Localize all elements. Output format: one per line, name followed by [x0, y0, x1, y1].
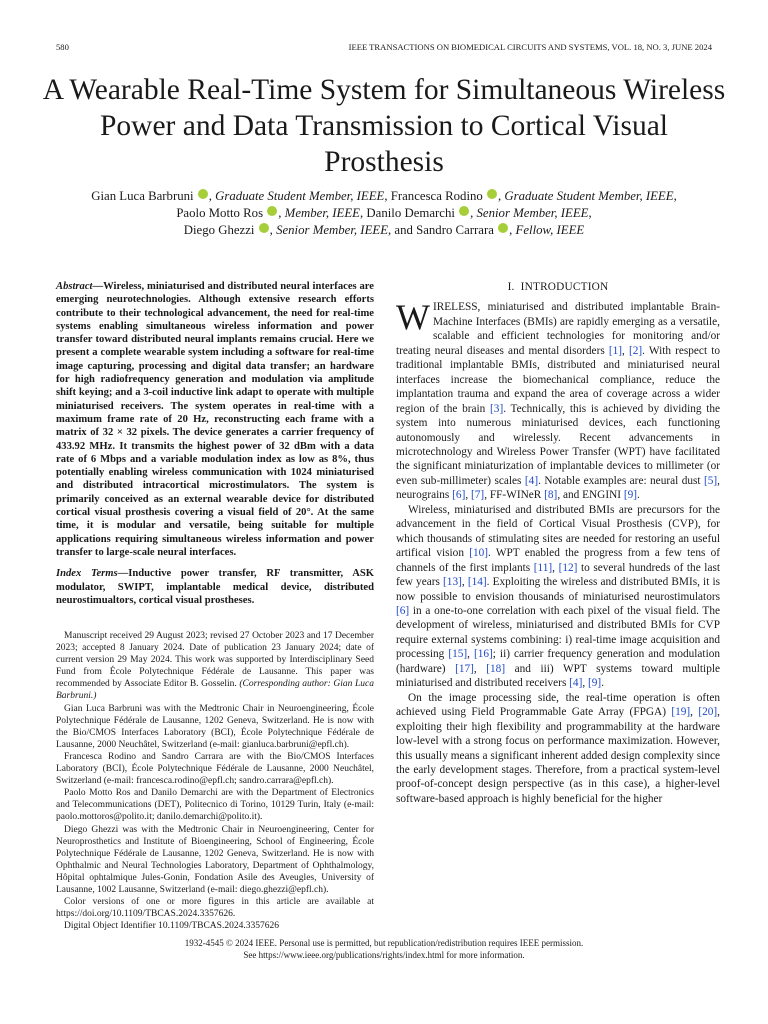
citation-link[interactable]: [14] [467, 576, 487, 589]
intro-text: . Notable examples are: neural dust [538, 474, 704, 487]
author-separator: , [673, 189, 677, 203]
manuscript-footnote [56, 630, 374, 703]
author-separator: , [278, 206, 285, 220]
author-membership: Graduate Student Member, IEEE [215, 189, 385, 203]
intro-text: . Technically, this is achieved by dividing the system into numerous miniaturised devices, each functioning autonomously and wirelessly. Recent advancements in microtechnology and Wireless Power Transfer (WPT) have facilitated the significant miniaturization of implantable devices to millimeter (or even sub-millimeter) scales [396, 402, 720, 487]
citation-link[interactable]: [6] [452, 489, 466, 502]
citation-link[interactable]: [8] [544, 489, 558, 502]
page-number: 580 [56, 42, 69, 52]
corresponding-author: (Corresponding author: Gian Luca Barbruni.) [56, 679, 374, 702]
abstract-label: Abstract [56, 281, 93, 292]
author-name: Diego Ghezzi [183, 223, 255, 237]
intro-paragraph [396, 297, 720, 502]
citation-link[interactable]: [17] [455, 662, 474, 675]
right-column [396, 280, 720, 806]
author-membership: Senior Member, IEEE [476, 206, 589, 220]
affiliation-footnote: Color versions of one or more figures in this article are available at https://doi.org/10.1109/TBCAS.2024.3357626. [56, 897, 374, 920]
intro-text: and iii) WPT systems toward multiple miniaturised and distributed receivers [396, 662, 720, 690]
affiliation-footnote: Gian Luca Barbruni was with the Medtronic Chair in Neuroengineering, École Polytechnique Fédérale de Lausanne, 1202 Geneva, Switzerland. He is now with the Bio/CMOS Interfaces Laboratory (BCI), École Polytechnique Fédérale de Lausanne, 2000 Neuchâtel, Switzerland (e-mail: gianluca.barbruni@epfl.ch). [56, 703, 374, 750]
orcid-icon[interactable] [259, 223, 269, 233]
intro-text: IRELESS, miniaturised and distributed implantable Brain-Machine Interfaces (BMIs) are rapidly emerging as a versatile, scalable and efficient technologies for monitoring and/or treating neural diseases and mental disorders [396, 301, 720, 357]
copyright-line-1: 1932-4545 © 2024 IEEE. Personal use is permitted, but republication/redistribution requires IEEE permission. [184, 938, 584, 948]
index-terms-label: Index Terms [56, 568, 118, 580]
intro-text: , [465, 489, 471, 502]
copyright-notice [56, 938, 712, 961]
intro-text: . Exploiting the wireless and distributed BMIs, it is now possible to envision thousands of miniaturised neurostimulators [396, 576, 720, 603]
intro-text: ; ii) carrier frequency generation and modulation (hardware) [396, 648, 721, 675]
citation-link[interactable]: [7] [471, 489, 485, 502]
intro-paragraph [396, 691, 720, 807]
abstract-text: Wireless, miniaturised and distributed neural interfaces are emerging neurotechnologies. Although extensive research efforts contribute to their technological advancement, the need for real-time systems enabling simultaneous wireless information and power transfer toward distributed neural implants remains crucial. Here we present a complete wearable system including a software for real-time image capturing, processing and digital data transfer; an hardware for high radiofrequency generation and modulation via amplitude shift keying; and a 3-coil inductive link adapt to operate with multiple miniaturised receivers. The system operates in real-time with a maximum frame rate of 20 Hz, reconstructing each frame with a matrix of 32 × 32 pixels. The device generates a carrier frequency of 433.92 MHz. It transmits the highest power of 32 dBm with a data rate of 6 Mbps and a variable modulation index as low as 8%, thus potentially enabling wireless communication with 1024 miniaturised and distributed intracortical microstimulators. The system is primarily conceived as an external wearable device for distributed cortical visual prosthesis covering a visual field of 20°. At the same time, it is modular and versatile, being suitable for multiple applications requiring simultaneous wireless information and power transfer to large-scale neural interfaces. [56, 281, 374, 558]
index-terms: Index Terms—Inductive power transfer, RF transmitter, ASK modulator, SWIPT, implantable medical device, distributed neurostimualtors, cortical visual prostheses. [56, 568, 374, 606]
author-membership: Member, IEEE [284, 206, 361, 220]
citation-link[interactable]: [4] [524, 474, 539, 487]
author-name: Gian Luca Barbruni [91, 189, 194, 203]
introduction-body [396, 297, 721, 806]
index-terms-text: Inductive power transfer, RF transmitter, ASK modulator, SWIPT, implantable medical device, distributed neurostimualtors, cortical visual prostheses. [56, 568, 374, 606]
author-separator: , [360, 206, 367, 220]
author-name: Paolo Motto Ros [176, 206, 264, 220]
affiliation-list [56, 703, 374, 933]
abstract: Abstract—Wireless, miniaturised and distributed neural interfaces are emerging neurotechnologies. Although extensive research efforts contribute to their technological advancement, the need for real-time systems enabling simultaneous wireless information and power transfer toward distributed neural implants remains crucial. Here we present a complete wearable system including a software for real-time image capturing, processing and digital data transfer; an hardware for high radiofrequency generation and modulation via amplitude shift keying; and a 3-coil inductive link adapt to operate with multiple miniaturised receivers. The system operates in real-time with a maximum frame rate of 20 Hz, reconstructing each frame with a matrix of 32 × 32 pixels. The device generates a carrier frequency of 433.92 MHz. It transmits the highest power of 32 dBm with a data rate of 6 Mbps and a variable modulation index as low as 8%, thus potentially enabling wireless communication with 1024 miniaturised and distributed intracortical microstimulators. The system is primarily conceived as an external wearable device for distributed cortical visual prosthesis covering a visual field of 20°. At the same time, it is modular and versatile, being suitable for multiple applications requiring simultaneous wireless information and power transfer to large-scale neural interfaces. [56, 281, 374, 558]
author-separator: , [509, 223, 516, 237]
intro-text: , [467, 648, 474, 661]
orcid-icon[interactable] [459, 206, 469, 216]
intro-text: , [461, 576, 468, 589]
author [416, 223, 584, 237]
citation-link[interactable]: [20] [698, 706, 718, 719]
journal-header: IEEE TRANSACTIONS ON BIOMEDICAL CIRCUITS AND SYSTEMS, VOL. 18, NO. 3, JUNE 2024 [348, 42, 712, 52]
intro-text: , [582, 677, 589, 690]
author-name: Danilo Demarchi [366, 206, 455, 220]
citation-link[interactable]: [6] [396, 604, 410, 617]
intro-text: , [552, 561, 559, 574]
intro-text: , neurograins [396, 474, 720, 502]
manuscript-text: Manuscript received 29 August 2023; revised 27 October 2023 and 17 December 2023; accepted 8 January 2024. Date of publication 23 January 2024; date of current version 29 May 2024. This work was supported by Interdisciplinary Seed Fund from École Polytechnique Fédérale de Lausanne. This paper was recommended by Associate Editor B. Gosselin. [56, 631, 374, 690]
intro-text: , [473, 662, 487, 675]
citation-link[interactable]: [1] [608, 344, 623, 357]
author-name: Sandro Carrara [416, 223, 494, 237]
author [391, 189, 677, 203]
author-separator: , [470, 206, 477, 220]
left-column [56, 280, 374, 607]
author-separator: , [588, 206, 592, 220]
intro-text: On the image processing side, the real-time operation is often achieved using Field Programmable Gate Array (FPGA) [396, 691, 720, 719]
intro-text: . [601, 677, 605, 690]
citation-link[interactable]: [13] [443, 576, 462, 589]
drop-cap: W [396, 297, 430, 338]
intro-text: . [637, 489, 640, 502]
intro-text: , [622, 344, 629, 357]
citation-link[interactable]: [11] [533, 561, 553, 574]
citation-link[interactable]: [9] [623, 489, 638, 502]
citation-link[interactable]: [9] [588, 677, 602, 690]
author-separator: , [269, 223, 277, 237]
affiliation-footnote: Paolo Motto Ros and Danilo Demarchi are with the Department of Electronics and Telecommunications (DET), Politecnico di Torino, 10129 Turin, Italy (e-mail: paolo.mottoros@polito.it; danilo.demarchi@polito.it). [56, 788, 374, 823]
orcid-icon[interactable] [487, 189, 497, 199]
intro-text: , and ENGINI [557, 489, 624, 502]
author-list [40, 188, 728, 239]
author [91, 189, 391, 203]
section-heading-introduction: I. INTRODUCTION [507, 281, 609, 293]
author-membership: Fellow, IEEE [515, 223, 585, 237]
intro-text: Wireless, miniaturised and distributed BMIs are precursors for the advancement in the field of Cortical Visual Prosthesis (CVP), for which thousands of stimulating sites are needed for restoring an useful artifical vision [396, 503, 720, 560]
affiliation-footnote: Francesca Rodino and Sandro Carrara are with the Bio/CMOS Interfaces Laboratory (BCI), École Polytechnique Fédérale de Lausanne, 2000 Neuchâtel, Switzerland (e-mail: francesca.rodino@epfl.ch; sandro.carrara@epfl.ch). [56, 751, 374, 787]
author-name: Francesca Rodino [390, 189, 483, 203]
intro-text: in a one-to-one correlation with each pixel of the visual field. The development of wireless, miniaturised and distributed BMIs for CVP require external systems combining: i) real-time image acquisition and processing [396, 604, 720, 661]
intro-text: , FF-WINeR [484, 489, 545, 502]
citation-link[interactable]: [4] [569, 677, 583, 690]
citation-link[interactable]: [12] [558, 561, 578, 574]
author-membership: Graduate Student Member, IEEE [504, 189, 674, 203]
orcid-icon[interactable] [198, 189, 208, 199]
author-separator: , [498, 189, 505, 203]
intro-text: . WPT enabled the progress from a few tens of channels of the first implants [396, 547, 720, 574]
copyright-line-2: See https://www.ieee.org/publications/rights/index.html for more information. [243, 949, 525, 960]
affiliation-footnote: Diego Ghezzi was with the Medtronic Chair in Neuroengineering, Center for Neuroprosthetics and Institute of Bioengineering, School of Engineering, École Polytechnique Fédérale de Lausanne, 1202 Geneva, Switzerland. He is now with Ophthalmic and Neural Technologies Laboratory, Department of Ophthalmology, Hôpital ophtalmique Jules-Gonin, Fondation Asile des Aveugles, University of Lausanne, 1002 Lausanne, Switzerland (e-mail: diego.ghezzi@epfl.ch). [56, 824, 374, 895]
footnotes [56, 630, 374, 932]
orcid-icon[interactable] [498, 223, 508, 233]
intro-text: . With respect to traditional implantable BMIs, distributed and miniaturised neural interfaces increase the biomechanical compliance, reduce the implantation trauma and expand the area of coverage across a wider region of the brain [396, 344, 720, 415]
intro-text: , [690, 706, 699, 719]
author [366, 206, 591, 220]
citation-link[interactable]: [2] [628, 344, 643, 357]
citation-link[interactable]: [18] [486, 662, 506, 675]
citation-link[interactable]: [10] [469, 547, 489, 560]
citation-link[interactable]: [19] [671, 706, 691, 719]
author-separator: , [208, 189, 216, 203]
citation-link[interactable]: [3] [490, 402, 504, 415]
citation-link[interactable]: [5] [703, 474, 718, 487]
author-membership: Senior Member, IEEE [276, 223, 389, 237]
intro-text: , exploiting their high flexibility and programmability at the hardware low-level with a strong focus on performance maximization. However, this usually means a significant inherent added design complexity since the early development stages. Therefore, from a practical system-level proof-of-concept design perspective (as in this case), a higher-level software-based approach is highly beneficial for the higher [396, 706, 720, 805]
author [176, 206, 366, 220]
citation-link[interactable]: [16] [473, 648, 493, 661]
citation-link[interactable]: [15] [448, 648, 468, 661]
intro-paragraph [396, 503, 720, 691]
paper-title: A Wearable Real-Time System for Simultaneous Wireless Power and Data Transmission to Cortical Visual Prosthesis [42, 74, 726, 178]
affiliation-footnote: Digital Object Identifier 10.1109/TBCAS.2024.3357626 [64, 921, 279, 932]
author-separator: , [384, 189, 391, 203]
orcid-icon[interactable] [267, 206, 277, 216]
author-separator: , and [388, 223, 417, 237]
author [184, 223, 416, 237]
intro-text: to several hundreds of the last few years [396, 561, 720, 589]
